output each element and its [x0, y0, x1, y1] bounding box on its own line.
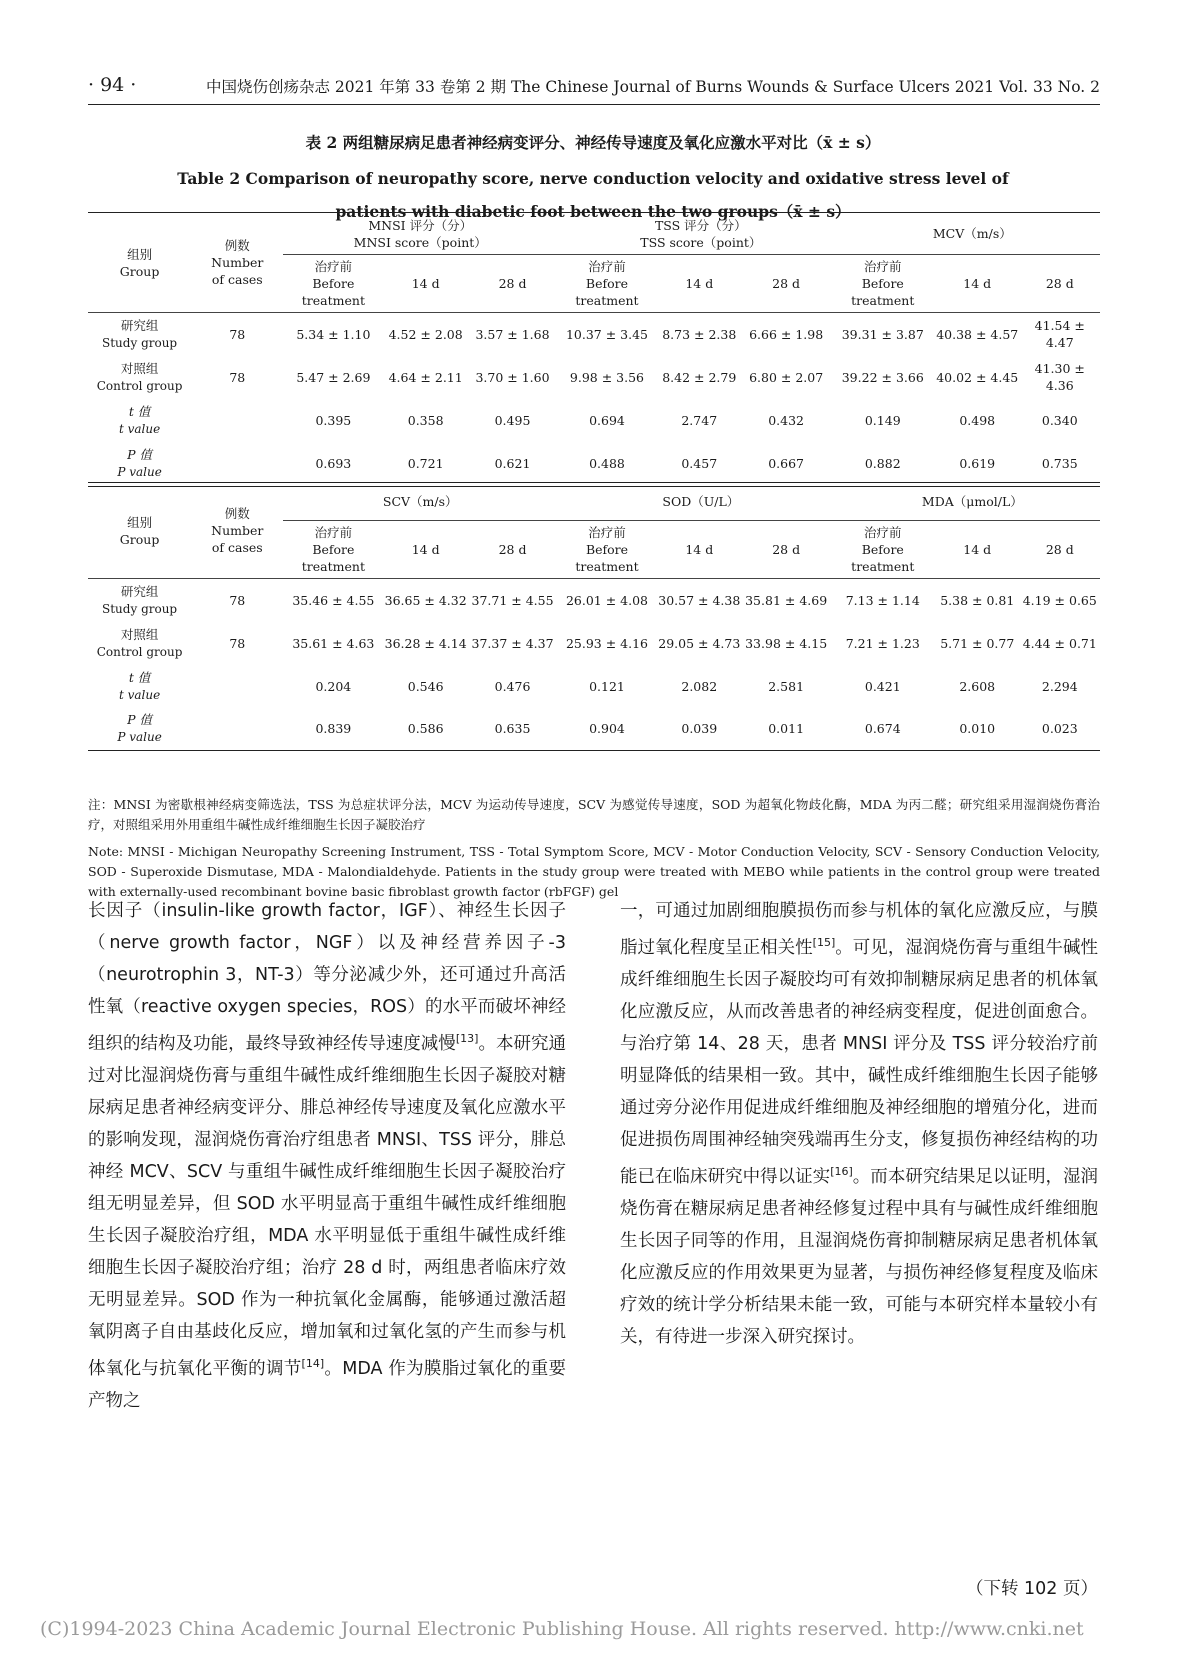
timepoint-header-row: 治疗前 Before treatment 14 d 28 d 治疗前 Before treatment 14 d 28 d 治疗前 Before treatment 14 d 28 d	[88, 255, 1100, 313]
table-row: 对照组 Control group 78 5.47 ± 2.69 4.64 ± 2.11 3.70 ± 1.60 9.98 ± 3.56 8.42 ± 2.79 6.80 ± 2.07 39.22 ± 3.66 40.02 ± 4.45 41.30 ± 4.36	[96, 360, 1085, 393]
table-row: 对照组 Control group 78 35.61 ± 4.63 36.28 ± 4.14 37.37 ± 4.37 25.93 ± 4.16 29.05 ± 4.73 33.98 ± 4.15 7.21 ± 1.23 5.71 ± 0.77 4.44 ± 0.71	[96, 626, 1097, 659]
group-header: 组别 Group	[88, 213, 191, 313]
results-table-block-1	[88, 212, 1100, 487]
citation-ref: [15]	[812, 936, 836, 949]
table-row: 研究组 Study group 78 5.34 ± 1.10 4.52 ± 2.08 3.57 ± 1.68 10.37 ± 3.45 8.73 ± 2.38 6.66 ± 1.98 39.31 ± 3.87 40.38 ± 4.57 41.54 ± 4.47	[102, 317, 1085, 351]
body-column-left: 长因子（insulin-like growth factor，IGF）、神经生长因子（nerve growth factor，NGF）以及神经营养因子-3（neurotrophin 3，NT-3）等分泌减少外，还可通过升高活性氧（reactive oxygen species，ROS）的水平而破坏神经组织的结构及功能，最终导致神经传导速度减慢[13]。本研究通过对比湿润烧伤膏与重组牛碱性成纤维细胞生长因子凝胶对糖尿病足患者神经病变评分、腓总神经传导速度及氧化应激水平的影响发现，湿润烧伤膏治疗组患者 MNSI、TSS 评分，腓总神经 MCV、SCV 与重组牛碱性成纤维细胞生长因子凝胶治疗组无明显差异，但 SOD 水平明显高于重组牛碱性成纤维细胞生长因子凝胶治疗组，MDA 水平明显低于重组牛碱性成纤维细胞生长因子凝胶治疗组；治疗 28 d 时，两组患者临床疗效无明显差异。SOD 作为一种抗氧化金属酶，能够通过激活超氧阴离子自由基歧化反应，增加氧和过氧化氢的产生而参与机体氧化与抗氧化平衡的调节[14]。MDA 作为膜脂过氧化的重要产物之	[88, 901, 566, 1411]
table-note-en: Note: MNSI - Michigan Neuropathy Screening Instrument, TSS - Total Symptom Score, MCV - Motor Conduction Velocity, SCV - Sensory Conduction Velocity, SOD - Superoxide Dismutase, MDA - Malondialdehyde. Patients in the study group were treated with MEBO while patients in the control group were treated with externally-used recombinant bovine basic fibroblast growth factor (rbFGF) gel	[88, 844, 1100, 899]
scv-header: SCV（m/s）	[283, 483, 557, 521]
mcv-header: MCV（m/s）	[831, 213, 1100, 255]
table-caption-en: Table 2 Comparison of neuropathy score, nerve conduction velocity and oxidative stress level of patients with diabetic foot between the two groups（x̄ ± s）	[177, 169, 1009, 221]
mda-header: MDA（μmol/L）	[831, 483, 1100, 521]
body-column-right: 一，可通过加剧细胞膜损伤而参与机体的氧化应激反应，与膜脂过氧化程度呈正相关性[15]。可见，湿润烧伤膏与重组牛碱性成纤维细胞生长因子凝胶均可有效抑制糖尿病足患者的机体氧化应激反应，从而改善患者的神经病变程度，促进创面愈合。与治疗第 14、28 天，患者 MNSI 评分及 TSS 评分较治疗前明显降低的结果相一致。其中，碱性成纤维细胞生长因子能够通过旁分泌作用促进成纤维细胞及神经细胞的增殖分化，进而促进损伤周围神经轴突残端再生分支，修复损伤神经结构的功能已在临床研究中得以证实[16]。而本研究结果足以证明，湿润烧伤膏在糖尿病足患者神经修复过程中具有与碱性成纤维细胞生长因子同等的作用，且湿润烧伤膏抑制糖尿病足患者机体氧化应激反应的作用效果更为显著，与损伤神经修复程度及临床疗效的统计学分析结果未能一致，可能与本研究样本量较小有关，有待进一步深入研究探讨。	[620, 901, 1098, 1347]
tss-header: TSS 评分（分） TSS score（point）	[557, 213, 831, 255]
cases-header: 例数 Number of cases	[191, 483, 283, 579]
table-row: P 值 P value 0.839 0.586 0.635 0.904 0.039 0.011 0.674 0.010 0.023	[88, 708, 1100, 751]
results-table-block-2	[88, 482, 1100, 751]
continued-note: （下转 102 页）	[965, 1579, 1098, 1599]
copyright-watermark: (C)1994-2023 China Academic Journal Electronic Publishing House. All rights reserved. http://www.cnki.net	[40, 1618, 1084, 1640]
mnsi-header: MNSI 评分（分） MNSI score（point）	[283, 213, 557, 255]
group-header: 组别 Group	[88, 483, 191, 579]
page-header	[88, 72, 1100, 102]
table-row: t 值 t value 0.204 0.546 0.476 0.121 2.082 2.581 0.421 2.608 2.294	[118, 669, 1078, 702]
table-row: P 值 P value 0.693 0.721 0.621 0.488 0.457 0.667 0.882 0.619 0.735	[88, 442, 1100, 487]
citation-ref: [14]	[301, 1356, 325, 1370]
citation-ref: [13]	[455, 1032, 479, 1045]
table-note-zh: 注：MNSI 为密歇根神经病变筛选法，TSS 为总症状评分法，MCV 为运动传导速度，SCV 为感觉传导速度，SOD 为超氧化物歧化酶，MDA 为丙二醛；研究组采用湿润烧伤膏治疗，对照组采用外用重组牛碱性成纤维细胞生长因子凝胶治疗	[88, 797, 1100, 832]
timepoint-header-row: 治疗前 Before treatment 14 d 28 d 治疗前 Before treatment 14 d 28 d 治疗前 Before treatment 14 d 28 d	[88, 521, 1100, 579]
cases-header: 例数 Number of cases	[191, 213, 283, 313]
header-rule	[88, 104, 1100, 105]
table-row: t 值 t value 0.395 0.358 0.495 0.694 2.747 0.432 0.149 0.498 0.340	[118, 403, 1078, 436]
table-row: 研究组 Study group 78 35.46 ± 4.55 36.65 ± 4.32 37.71 ± 4.55 26.01 ± 4.08 30.57 ± 4.38 35.81 ± 4.69 7.13 ± 1.14 5.38 ± 0.81 4.19 ± 0.65	[102, 583, 1097, 616]
citation-ref: [16]	[830, 1164, 853, 1178]
page-number: · 94 ·	[88, 74, 137, 96]
sod-header: SOD（U/L）	[557, 483, 831, 521]
journal-running-title: 中国烧伤创疡杂志 2021 年第 33 卷第 2 期 The Chinese Journal of Burns Wounds & Surface Ulcers 2021 Vol. 33 No. 2	[205, 78, 1100, 96]
table-caption-zh: 表 2 两组糖尿病足患者神经病变评分、神经传导速度及氧化应激水平对比（x̄ ± s）	[305, 133, 881, 152]
